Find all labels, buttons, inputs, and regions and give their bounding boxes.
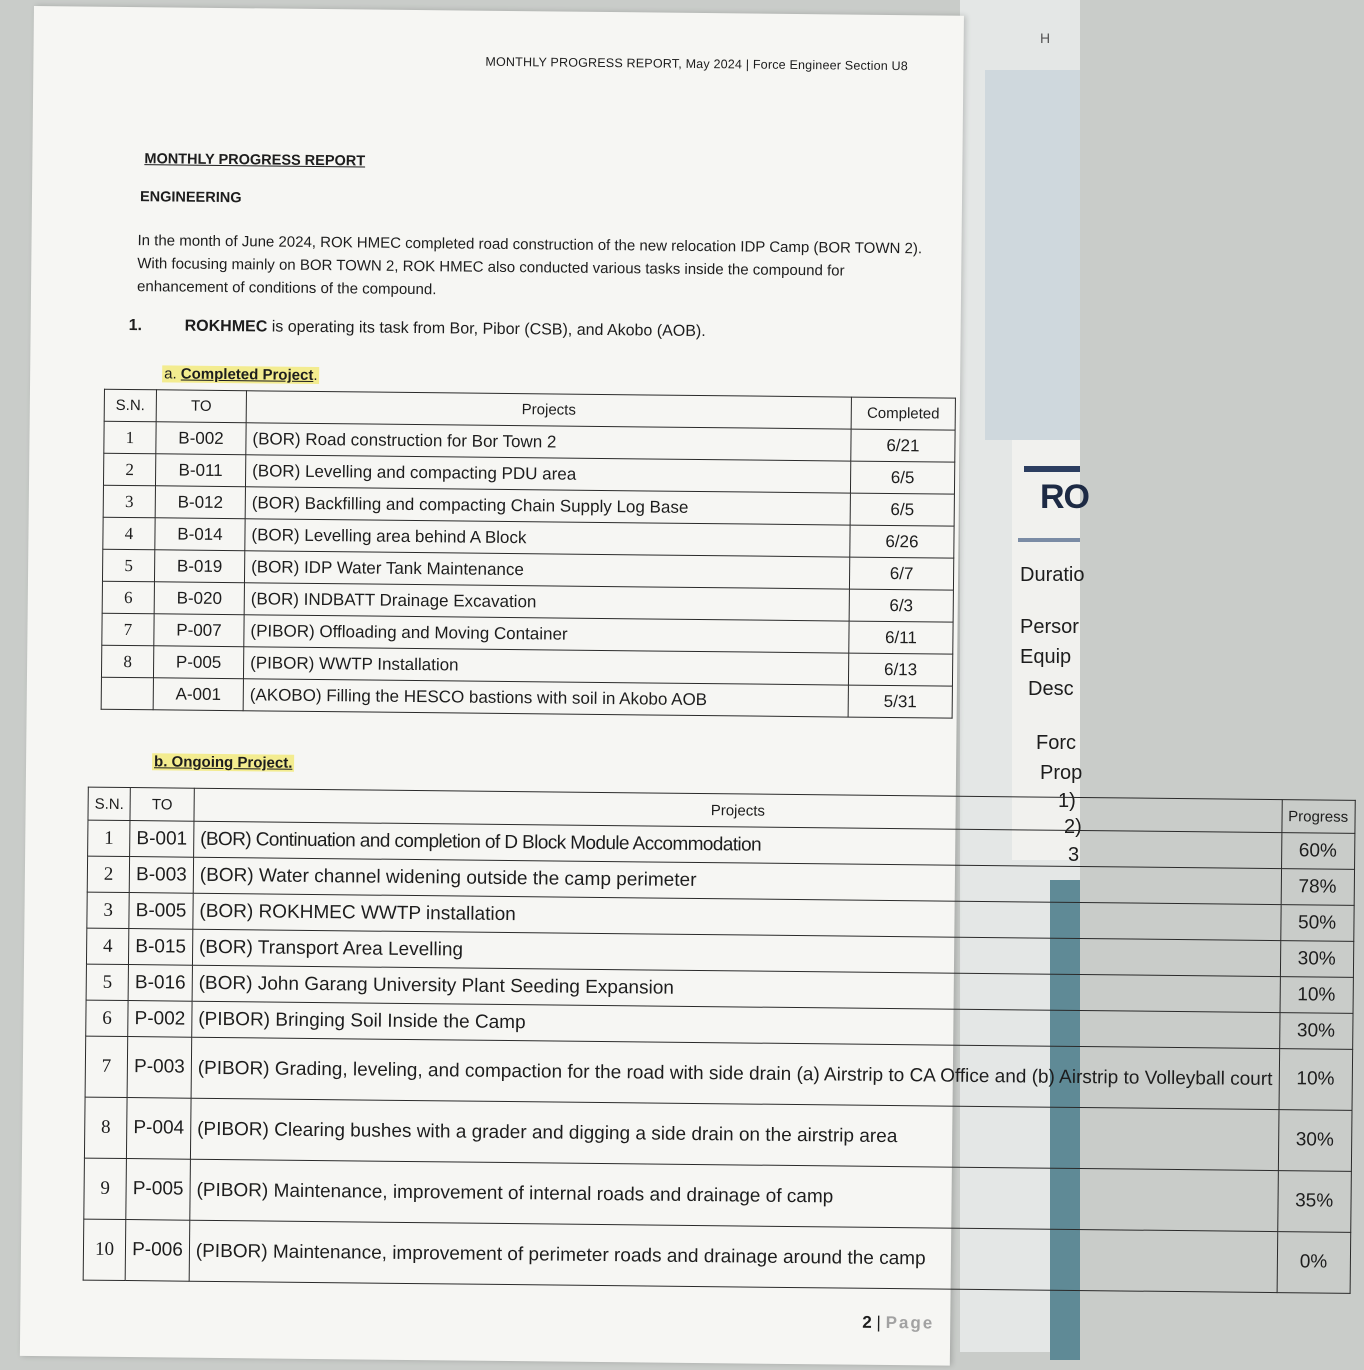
cell-project: (PIBOR) Bringing Soil Inside the Camp xyxy=(192,1001,1280,1048)
completed-table xyxy=(101,389,956,719)
cell-sn xyxy=(101,677,153,710)
point-text: is operating its task from Bor, Pibor (CSB), and Akobo (AOB). xyxy=(267,318,706,341)
cell-completed: 6/5 xyxy=(850,461,954,494)
poster-line xyxy=(1018,538,1080,542)
point-bold: ROKHMEC xyxy=(184,317,268,336)
cell-sn: 5 xyxy=(86,964,129,1000)
cell-sn: 6 xyxy=(86,1000,129,1036)
side-word: Duratio xyxy=(1020,564,1085,586)
intro-paragraph: In the month of June 2024, ROK HMEC completed road construction of the new relocation IDP Camp (BOR TOWN 2). With focusing mainly on BOR TOWN 2, ROK HMEC also conducted various tasks inside the compound for enhancement of conditions of the compound. xyxy=(136,232,923,299)
cell-project: (PIBOR) Maintenance, improvement of perimeter roads and drainage around the camp xyxy=(189,1220,1277,1292)
cell-project: (BOR) Road construction for Bor Town 2 xyxy=(246,423,851,461)
cell-sn: 1 xyxy=(88,820,131,856)
page-label: Page xyxy=(885,1312,935,1333)
column-header: TO xyxy=(130,788,194,822)
side-word: Persor xyxy=(1020,616,1079,638)
cell-project: (PIBOR) Clearing bushes with a grader and digging a side drain on the airstrip area xyxy=(190,1098,1278,1170)
cell-project: (BOR) INDBATT Drainage Excavation xyxy=(244,583,849,621)
cell-sn: 7 xyxy=(102,613,154,646)
background-strip xyxy=(985,70,1080,440)
cell-progress: 60% xyxy=(1281,833,1354,870)
cell-to: B-011 xyxy=(155,454,245,487)
cell-sn: 5 xyxy=(102,549,154,582)
cell-completed: 6/13 xyxy=(848,653,952,686)
cell-to: P-005 xyxy=(126,1159,190,1221)
side-word: Equip xyxy=(1020,646,1072,668)
cell-to: P-003 xyxy=(127,1037,191,1099)
cell-project: (BOR) Levelling area behind A Block xyxy=(245,519,850,557)
report-title: MONTHLY PROGRESS REPORT xyxy=(144,151,366,170)
cell-sn: 2 xyxy=(103,453,155,486)
cell-to: B-020 xyxy=(154,582,244,615)
cell-project: (BOR) Levelling and compacting PDU area xyxy=(245,455,850,493)
cell-sn: 10 xyxy=(83,1219,126,1280)
cell-to: B-014 xyxy=(155,518,245,551)
cell-to: B-016 xyxy=(128,965,192,1002)
cell-completed: 6/7 xyxy=(849,557,953,590)
cell-sn: 4 xyxy=(103,517,155,550)
cell-project: (BOR) ROKHMEC WWTP installation xyxy=(193,893,1281,940)
cell-sn: 3 xyxy=(103,485,155,518)
ongoing-heading xyxy=(152,753,295,771)
cell-completed: 5/31 xyxy=(848,685,952,718)
cell-project: (PIBOR) Offloading and Moving Container xyxy=(244,615,849,653)
cell-progress: 10% xyxy=(1279,1049,1353,1111)
cell-sn: 8 xyxy=(101,645,153,678)
cell-sn: 4 xyxy=(86,928,129,964)
cell-to: B-005 xyxy=(129,893,193,930)
column-header: Projects xyxy=(194,788,1282,832)
side-word: 1) xyxy=(1058,790,1076,812)
running-header: MONTHLY PROGRESS REPORT, May 2024 | Force Engineer Section U8 xyxy=(485,54,909,74)
background-corner-text: H xyxy=(1040,30,1051,46)
page-number xyxy=(862,1313,934,1334)
cell-progress: 30% xyxy=(1279,1013,1352,1050)
column-header: Projects xyxy=(246,391,851,429)
cell-progress: 10% xyxy=(1280,977,1353,1014)
cell-project: (BOR) Transport Area Levelling xyxy=(192,929,1280,976)
cell-sn: 3 xyxy=(87,892,130,928)
cell-completed: 6/3 xyxy=(849,589,953,622)
section-title: ENGINEERING xyxy=(139,189,242,207)
cell-progress: 30% xyxy=(1280,941,1353,978)
cell-to: P-005 xyxy=(153,646,243,679)
cell-project: (BOR) Backfilling and compacting Chain Supply Log Base xyxy=(245,487,850,525)
cell-sn: 6 xyxy=(102,581,154,614)
cell-progress: 35% xyxy=(1277,1171,1351,1233)
point-number: 1. xyxy=(128,317,143,335)
column-header: S.N. xyxy=(104,389,156,422)
cell-completed: 6/21 xyxy=(851,429,955,462)
cell-to: P-004 xyxy=(127,1098,191,1160)
cell-to: P-007 xyxy=(154,614,244,647)
cell-completed: 6/11 xyxy=(849,621,953,654)
cell-completed: 6/5 xyxy=(850,493,954,526)
side-word: Prop xyxy=(1040,762,1083,784)
cell-to: B-015 xyxy=(129,929,193,966)
point-1 xyxy=(129,317,706,341)
cell-to: B-012 xyxy=(155,486,245,519)
cell-to: P-002 xyxy=(128,1001,192,1038)
column-header: Completed xyxy=(851,397,955,430)
column-header: Progress xyxy=(1282,800,1355,834)
cell-sn: 8 xyxy=(84,1097,127,1158)
cell-to: B-001 xyxy=(130,821,194,858)
poster-title: RO xyxy=(1040,478,1089,516)
column-header: S.N. xyxy=(88,787,131,820)
cell-progress: 30% xyxy=(1278,1110,1352,1172)
completed-heading-prefix: a. xyxy=(164,365,177,383)
page-number-value: 2 xyxy=(862,1312,872,1332)
side-word: Desc xyxy=(1028,678,1074,700)
cell-project: (AKOBO) Filling the HESCO bastions with soil in Akobo AOB xyxy=(243,679,848,717)
cell-project: (PIBOR) Maintenance, improvement of internal roads and drainage of camp xyxy=(190,1159,1278,1231)
cell-progress: 0% xyxy=(1277,1232,1351,1294)
cell-progress: 78% xyxy=(1281,869,1354,906)
cell-sn: 9 xyxy=(84,1158,127,1219)
cell-project: (BOR) Continuation and completion of D Block Module Accommodation xyxy=(193,821,1281,868)
cell-to: B-019 xyxy=(154,550,244,583)
cell-to: B-002 xyxy=(156,422,246,455)
ongoing-heading-text: b. Ongoing Project. xyxy=(154,753,293,772)
side-word: 3 xyxy=(1068,844,1080,866)
completed-heading-suffix: . xyxy=(313,366,318,384)
cell-to: A-001 xyxy=(153,678,243,711)
side-word: Forc xyxy=(1036,732,1076,754)
cell-completed: 6/26 xyxy=(850,525,954,558)
column-header: TO xyxy=(156,390,246,423)
completed-heading xyxy=(162,365,320,384)
ongoing-table xyxy=(83,787,1356,1294)
cell-to: B-003 xyxy=(129,857,193,894)
completed-heading-text: Completed Project xyxy=(180,365,314,384)
table-row xyxy=(83,1219,1350,1293)
cell-progress: 50% xyxy=(1280,905,1353,942)
cell-to: P-006 xyxy=(125,1220,189,1282)
cell-sn: 2 xyxy=(87,856,130,892)
cell-project: (BOR) Water channel widening outside the camp perimeter xyxy=(193,857,1281,904)
cell-project: (PIBOR) WWTP Installation xyxy=(243,647,848,685)
cell-sn: 1 xyxy=(104,421,156,454)
cell-project: (BOR) John Garang University Plant Seeding Expansion xyxy=(192,965,1280,1012)
cell-project: (PIBOR) Grading, leveling, and compaction for the road with side drain (a) Airstrip to CA Office and (b) Airstrip to Volleyball court xyxy=(191,1037,1279,1109)
cell-project: (BOR) IDP Water Tank Maintenance xyxy=(244,551,849,589)
poster-bar xyxy=(1024,466,1080,472)
cell-sn: 7 xyxy=(85,1036,128,1097)
side-word: 2) xyxy=(1064,816,1082,838)
page-separator: | xyxy=(876,1312,881,1332)
